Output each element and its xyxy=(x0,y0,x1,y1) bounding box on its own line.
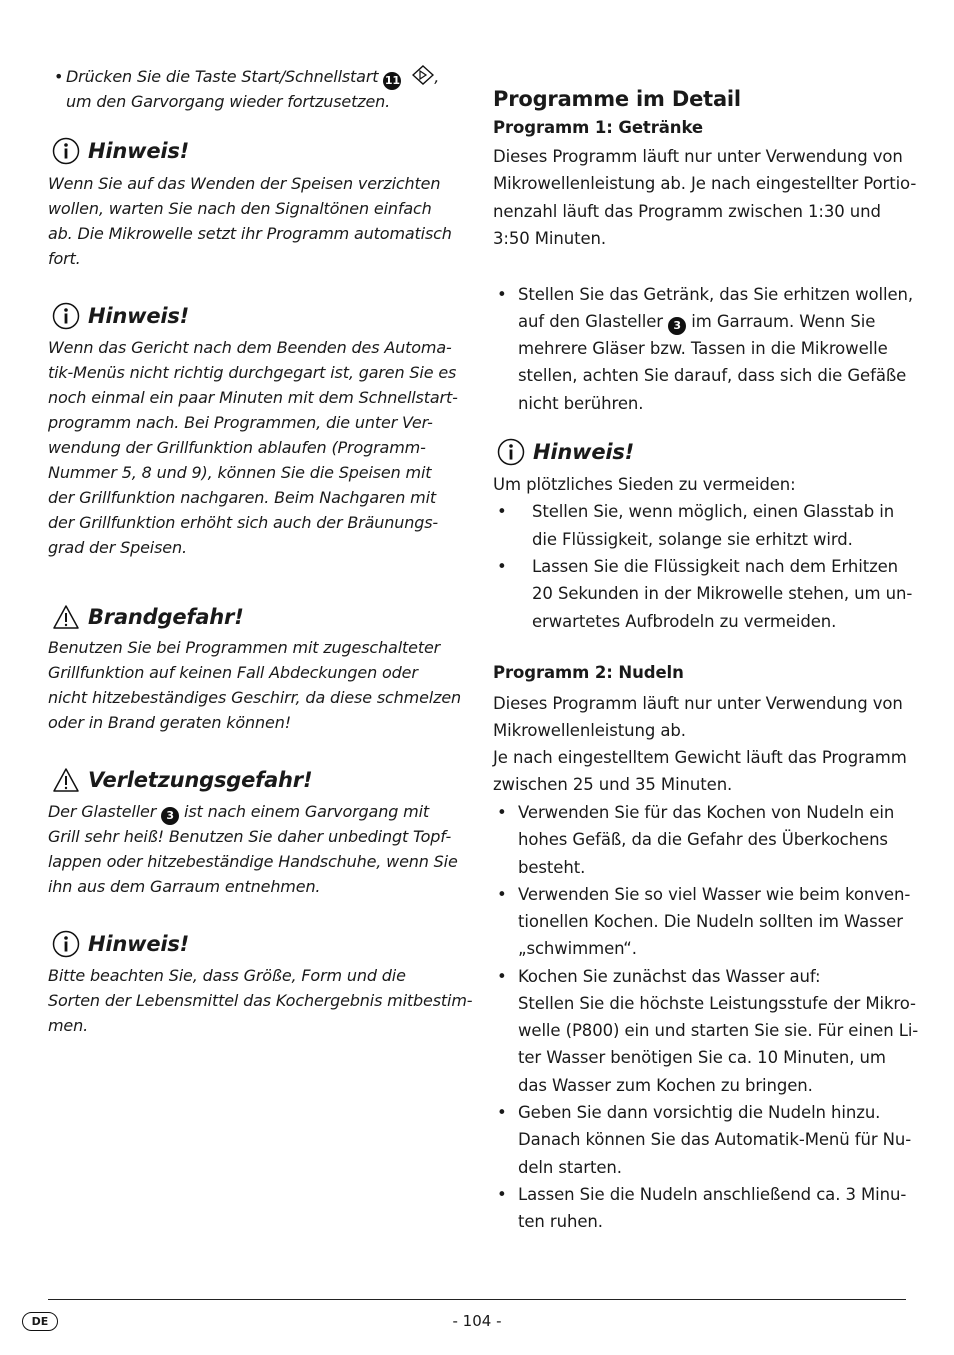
note-text-line: Wenn Sie auf das Wenden der Speisen verzichten xyxy=(48,174,441,193)
program-text-line: Mikrowellenleistung ab. Je nach eingestellter Portio- xyxy=(493,174,917,193)
note-text-line: fort. xyxy=(48,249,81,268)
bullet-dot: • xyxy=(497,803,507,822)
bullet-text-line: Geben Sie dann vorsichtig die Nudeln hinzu. xyxy=(518,1103,881,1122)
bullet-dot: • xyxy=(497,557,507,576)
bullet-dot: • xyxy=(497,1185,507,1204)
note-text-line: grad der Speisen. xyxy=(48,538,187,557)
section-heading: Programme im Detail xyxy=(493,87,741,111)
warning-text-line: Benutzen Sie bei Programmen mit zugeschalteter xyxy=(48,638,441,657)
info-icon xyxy=(52,302,80,330)
language-badge: DE xyxy=(22,1312,58,1331)
note-text-line: der Grillfunktion erhöht sich auch der Bräunungs- xyxy=(48,513,439,532)
note-heading xyxy=(52,302,189,330)
warning-triangle-icon xyxy=(52,767,80,793)
note-text-line: Sorten der Lebensmittel das Kochergebnis mitbestim- xyxy=(48,991,473,1010)
bullet-dot: • xyxy=(54,67,64,86)
bullet-text-line: „schwimmen“. xyxy=(518,939,637,958)
intro-bullet-line1 xyxy=(66,64,439,90)
note-heading xyxy=(52,137,189,165)
program-text-line: Dieses Programm läuft nur unter Verwendung von xyxy=(493,694,903,713)
bullet-text-line: mehrere Gläser bzw. Tassen in die Mikrowelle xyxy=(518,339,888,358)
bullet-text-line: Verwenden Sie für das Kochen von Nudeln ein xyxy=(518,803,895,822)
note-text-line: men. xyxy=(48,1016,89,1035)
bullet-text: auf den Glasteller xyxy=(518,312,663,331)
bullet-text-line: Lassen Sie die Flüssigkeit nach dem Erhitzen xyxy=(532,557,899,576)
warning-heading xyxy=(52,604,244,630)
note-text-line: wollen, warten Sie nach den Signaltönen einfach xyxy=(48,199,432,218)
note-text-line: Bitte beachten Sie, dass Größe, Form und die xyxy=(48,966,406,985)
bullet-text-line: deln starten. xyxy=(518,1158,622,1177)
note-text-line: der Grillfunktion nachgaren. Beim Nachgaren mit xyxy=(48,488,436,507)
note-text-line: noch einmal ein paar Minuten mit dem Schnellstart- xyxy=(48,388,458,407)
program-title: Programm 2: Nudeln xyxy=(493,663,684,682)
bullet-text-line: Verwenden Sie so viel Wasser wie beim konven- xyxy=(518,885,911,904)
warning-text-line: oder in Brand geraten können! xyxy=(48,713,291,732)
note-intro: Um plötzliches Sieden zu vermeiden: xyxy=(493,475,796,494)
info-icon xyxy=(52,930,80,958)
footer-divider xyxy=(48,1299,906,1300)
bullet-text-line: stellen, achten Sie darauf, dass sich die Gefäße xyxy=(518,366,907,385)
bullet-dot: • xyxy=(497,1103,507,1122)
bullet-text-line: besteht. xyxy=(518,858,586,877)
bullet-text-line: die Flüssigkeit, solange sie erhitzt wird. xyxy=(532,530,853,549)
program-text-line: zwischen 25 und 35 Minuten. xyxy=(493,775,733,794)
bullet-text-line: erwartetes Aufbrodeln zu vermeiden. xyxy=(532,612,837,631)
bullet-text-line: ten ruhen. xyxy=(518,1212,603,1231)
bullet-dot: • xyxy=(497,967,507,986)
intro-bullet-line2: um den Garvorgang wieder fortzusetzen. xyxy=(66,92,391,111)
warning-triangle-icon xyxy=(52,604,80,630)
glass-plate-badge: 3 xyxy=(668,317,686,335)
bullet-text-line: Danach können Sie das Automatik-Menü für Nu- xyxy=(518,1130,912,1149)
note-text-line: tik-Menüs nicht richtig durchgegart ist, garen Sie es xyxy=(48,363,457,382)
warning-text: ist nach einem Garvorgang mit xyxy=(184,802,430,821)
program-text-line: Mikrowellenleistung ab. xyxy=(493,721,686,740)
note-title: Hinweis! xyxy=(88,139,190,163)
warning-text-line: nicht hitzebeständiges Geschirr, da diese schmelzen xyxy=(48,688,462,707)
bullet-text-line: nicht berühren. xyxy=(518,394,644,413)
note-text-line: Nummer 5, 8 und 9), können Sie die Speisen mit xyxy=(48,463,432,482)
bullet-text-line: Stellen Sie die höchste Leistungsstufe der Mikro- xyxy=(518,994,916,1013)
note-text-line: ab. Die Mikrowelle setzt ihr Programm automatisch xyxy=(48,224,452,243)
bullet-text-line: das Wasser zum Kochen zu bringen. xyxy=(518,1076,813,1095)
bullet-text-line: welle (P800) ein und starten Sie sie. Für einen Li- xyxy=(518,1021,919,1040)
program-text-line: nenzahl läuft das Programm zwischen 1:30 und xyxy=(493,202,881,221)
info-icon xyxy=(497,438,525,466)
note-title: Hinweis! xyxy=(533,440,635,464)
program-title: Programm 1: Getränke xyxy=(493,118,703,137)
warning-text: Der Glasteller xyxy=(48,802,157,821)
bullet-text-line: hohes Gefäß, da die Gefahr des Überkochens xyxy=(518,830,888,849)
program-text-line: Dieses Programm läuft nur unter Verwendung von xyxy=(493,147,903,166)
bullet-text-line: ter Wasser benötigen Sie ca. 10 Minuten, um xyxy=(518,1048,886,1067)
note-heading xyxy=(497,438,634,466)
bullet-text-line: Lassen Sie die Nudeln anschließend ca. 3 Minu- xyxy=(518,1185,907,1204)
start-diamond-icon xyxy=(412,65,434,85)
bullet-text-line: tionellen Kochen. Die Nudeln sollten im Wasser xyxy=(518,912,903,931)
note-heading xyxy=(52,930,189,958)
note-text-line: Wenn das Gericht nach dem Beenden des Automa- xyxy=(48,338,452,357)
note-title: Hinweis! xyxy=(88,304,190,328)
note-text-line: wendung der Grillfunktion ablaufen (Programm- xyxy=(48,438,426,457)
program-text-line: 3:50 Minuten. xyxy=(493,229,607,248)
bullet-text-line xyxy=(518,308,875,335)
bullet-text-line: 20 Sekunden in der Mikrowelle stehen, um un- xyxy=(532,584,913,603)
bullet-dot: • xyxy=(497,285,507,304)
bullet-text: im Garraum. Wenn Sie xyxy=(691,312,876,331)
warning-title: Verletzungsgefahr! xyxy=(88,768,313,792)
warning-heading xyxy=(52,767,312,793)
warning-text-line: ihn aus dem Garraum entnehmen. xyxy=(48,877,321,896)
bullet-dot: • xyxy=(497,502,507,521)
bullet-text-line: Stellen Sie das Getränk, das Sie erhitzen wollen, xyxy=(518,285,914,304)
warning-title: Brandgefahr! xyxy=(88,605,244,629)
warning-text-line: lappen oder hitzebeständige Handschuhe, wenn Sie xyxy=(48,852,458,871)
glass-plate-badge: 3 xyxy=(161,807,179,825)
intro-bullet-comma: , xyxy=(434,67,440,86)
start-button-badge: 11 xyxy=(383,72,401,90)
note-title: Hinweis! xyxy=(88,932,190,956)
info-icon xyxy=(52,137,80,165)
page-number: - 104 - xyxy=(452,1312,502,1330)
intro-bullet-text: Drücken Sie die Taste Start/Schnellstart xyxy=(66,67,379,86)
bullet-text-line: Kochen Sie zunächst das Wasser auf: xyxy=(518,967,821,986)
program-text-line: Je nach eingestelltem Gewicht läuft das Programm xyxy=(493,748,907,767)
bullet-text-line: Stellen Sie, wenn möglich, einen Glasstab in xyxy=(532,502,895,521)
note-text-line: programm nach. Bei Programmen, die unter Ver- xyxy=(48,413,433,432)
warning-text-line: Grill sehr heiß! Benutzen Sie daher unbedingt Topf- xyxy=(48,827,452,846)
warning-text-line xyxy=(48,799,429,825)
bullet-dot: • xyxy=(497,885,507,904)
warning-text-line: Grillfunktion auf keinen Fall Abdeckungen oder xyxy=(48,663,418,682)
